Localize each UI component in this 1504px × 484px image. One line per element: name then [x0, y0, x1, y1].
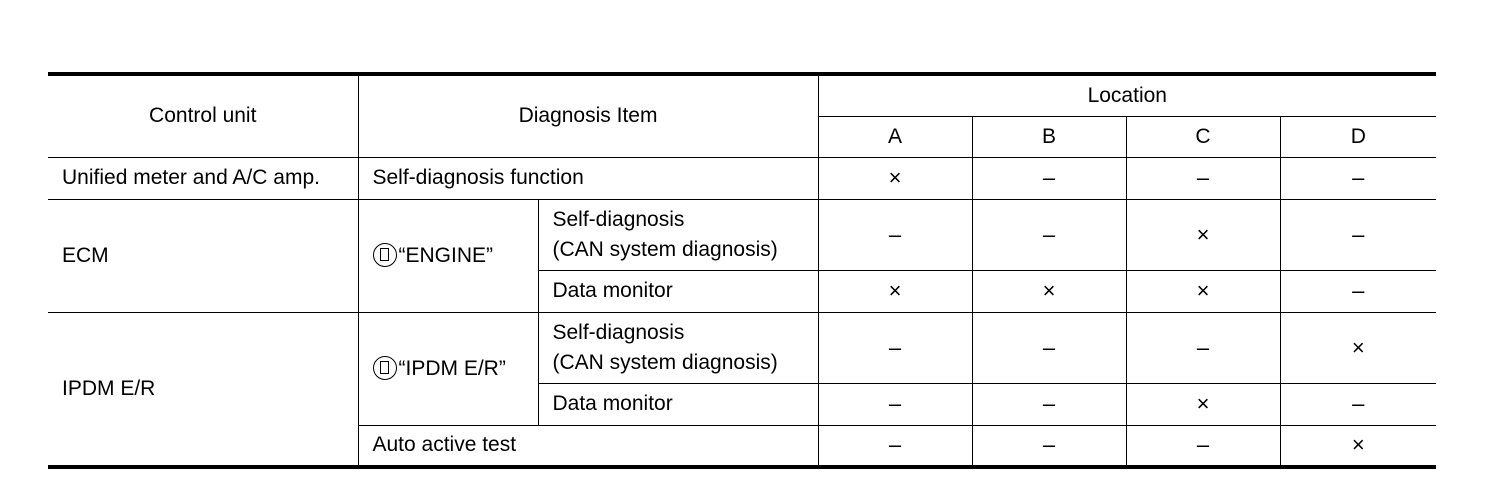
header-diagnosis-item: Diagnosis Item [358, 74, 818, 157]
location-mark: – [818, 199, 972, 270]
diagnosis-item-cell: Auto active test [358, 425, 818, 467]
control-unit-cell: IPDM E/R [48, 312, 358, 467]
control-unit-cell: Unified meter and A/C amp. [48, 157, 358, 199]
location-mark: – [1126, 157, 1280, 199]
table-row [48, 312, 1436, 383]
location-mark: × [1126, 199, 1280, 270]
location-mark: × [1280, 312, 1436, 383]
diagnosis-tool-cell [358, 199, 538, 312]
header-location-d: D [1280, 116, 1436, 157]
location-mark: – [1280, 270, 1436, 312]
location-mark: × [972, 270, 1126, 312]
location-mark: × [818, 157, 972, 199]
location-mark: × [1126, 383, 1280, 425]
consult-tool-icon [373, 243, 397, 267]
location-mark: – [1280, 157, 1436, 199]
header-location-b: B [972, 116, 1126, 157]
diagnosis-item-cell: Self-diagnosis function [358, 157, 818, 199]
diagnosis-item-cell: Data monitor [538, 270, 818, 312]
location-mark: × [818, 270, 972, 312]
location-mark: – [818, 383, 972, 425]
location-mark: – [1280, 383, 1436, 425]
diagnosis-location-table [48, 72, 1436, 469]
location-mark: × [1126, 270, 1280, 312]
tool-mode-label: “ENGINE” [398, 244, 493, 267]
diagnosis-item-line: Self-diagnosis [552, 207, 685, 231]
table-row [48, 199, 1436, 270]
diagnosis-item-line: Self-diagnosis [552, 320, 685, 344]
location-mark: – [818, 312, 972, 383]
diagnosis-item-cell [538, 312, 818, 383]
diagnosis-item-cell: Data monitor [538, 383, 818, 425]
location-mark: – [972, 312, 1126, 383]
location-mark: × [1280, 425, 1436, 467]
diagnosis-tool-cell [358, 312, 538, 425]
consult-tool-icon [373, 356, 397, 380]
location-mark: – [972, 199, 1126, 270]
header-control-unit: Control unit [48, 74, 358, 157]
header-location-c: C [1126, 116, 1280, 157]
tool-mode-label: “IPDM E/R” [398, 357, 506, 380]
location-mark: – [1280, 199, 1436, 270]
diagnosis-item-line: (CAN system diagnosis) [552, 350, 778, 374]
location-mark: – [1126, 312, 1280, 383]
location-mark: – [818, 425, 972, 467]
diagnosis-item-line: (CAN system diagnosis) [552, 237, 778, 261]
location-mark: – [972, 425, 1126, 467]
header-location: Location [818, 74, 1436, 116]
table-row [48, 157, 1436, 199]
location-mark: – [972, 383, 1126, 425]
header-location-a: A [818, 116, 972, 157]
control-unit-cell: ECM [48, 199, 358, 312]
location-mark: – [1126, 425, 1280, 467]
diagnosis-item-cell [538, 199, 818, 270]
location-mark: – [972, 157, 1126, 199]
